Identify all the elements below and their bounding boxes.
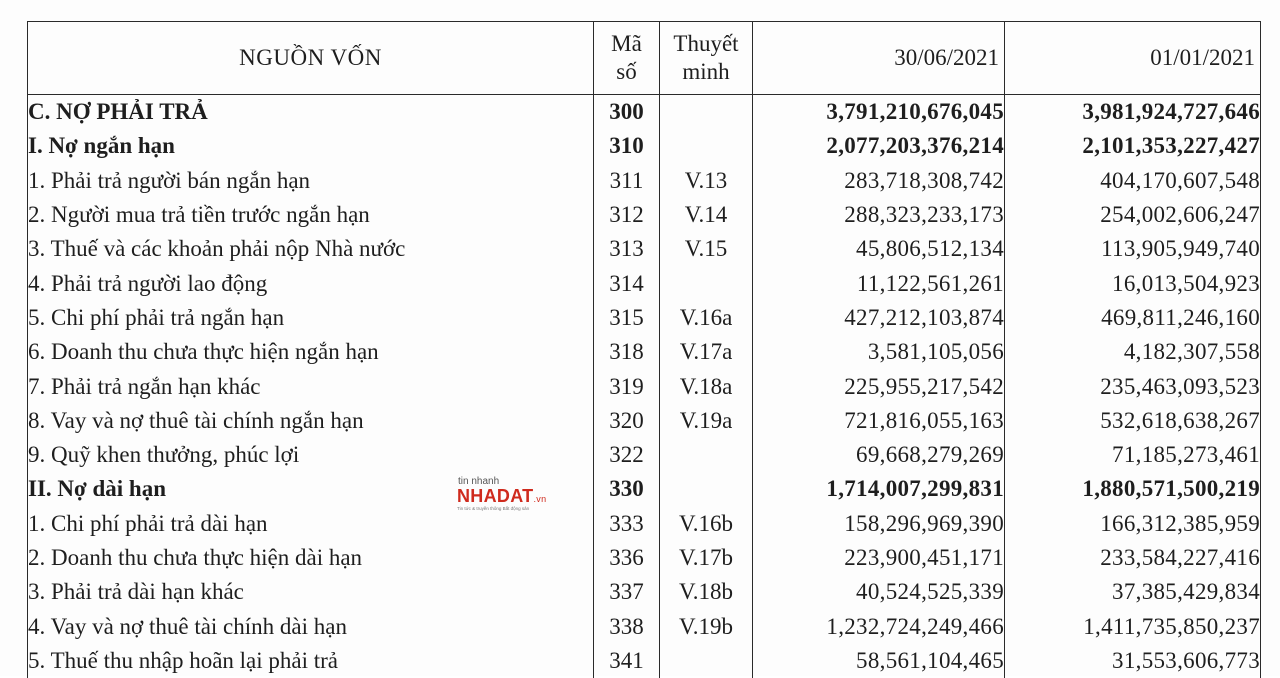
row-value-30-06-2021: 158,296,969,390 <box>753 507 1005 541</box>
row-value-01-01-2021: 3,981,924,727,646 <box>1005 95 1261 130</box>
header-note-line1: Thuyết <box>673 31 738 56</box>
row-code: 315 <box>594 301 660 335</box>
header-period-end: 30/06/2021 <box>753 22 1005 95</box>
row-value-30-06-2021: 69,668,279,269 <box>753 438 1005 472</box>
row-note: V.16a <box>660 301 753 335</box>
table-row <box>28 541 1261 575</box>
row-code: 318 <box>594 335 660 369</box>
row-code: 300 <box>594 95 660 130</box>
table-body <box>28 95 1261 678</box>
row-code: 336 <box>594 541 660 575</box>
table-row <box>28 369 1261 403</box>
row-note: V.17b <box>660 541 753 575</box>
row-value-01-01-2021: 2,101,353,227,427 <box>1005 129 1261 163</box>
row-note <box>660 266 753 300</box>
row-value-30-06-2021: 283,718,308,742 <box>753 164 1005 198</box>
row-code: 322 <box>594 438 660 472</box>
table-row <box>28 164 1261 198</box>
row-code: 314 <box>594 266 660 300</box>
row-value-30-06-2021: 58,561,104,465 <box>753 644 1005 678</box>
row-name: 7. Phải trả ngắn hạn khác <box>28 369 594 403</box>
row-value-01-01-2021: 113,905,949,740 <box>1005 232 1261 266</box>
row-note <box>660 438 753 472</box>
row-value-01-01-2021: 71,185,273,461 <box>1005 438 1261 472</box>
row-code: 319 <box>594 369 660 403</box>
watermark-tagline: Tin tức & truyền thông Bất động sản <box>457 506 529 512</box>
row-name: II. Nợ dài hạn <box>28 472 594 506</box>
row-name: C. NỢ PHẢI TRẢ <box>28 95 594 130</box>
row-name: 8. Vay và nợ thuê tài chính ngắn hạn <box>28 404 594 438</box>
row-value-30-06-2021: 223,900,451,171 <box>753 541 1005 575</box>
table-row <box>28 438 1261 472</box>
row-code: 338 <box>594 609 660 643</box>
table-row <box>28 301 1261 335</box>
table-row <box>28 266 1261 300</box>
header-code <box>594 22 660 95</box>
row-value-01-01-2021: 404,170,607,548 <box>1005 164 1261 198</box>
row-code: 333 <box>594 507 660 541</box>
table-row <box>28 472 1261 506</box>
row-value-30-06-2021: 3,581,105,056 <box>753 335 1005 369</box>
table-row <box>28 644 1261 678</box>
table-row <box>28 507 1261 541</box>
row-value-30-06-2021: 1,714,007,299,831 <box>753 472 1005 506</box>
watermark-brand-name: NHADAT <box>457 486 533 506</box>
row-name: 5. Chi phí phải trả ngắn hạn <box>28 301 594 335</box>
row-value-30-06-2021: 1,232,724,249,466 <box>753 609 1005 643</box>
row-note: V.19a <box>660 404 753 438</box>
row-note <box>660 129 753 163</box>
row-value-01-01-2021: 1,880,571,500,219 <box>1005 472 1261 506</box>
row-note: V.13 <box>660 164 753 198</box>
row-value-01-01-2021: 1,411,735,850,237 <box>1005 609 1261 643</box>
header-note <box>660 22 753 95</box>
row-value-01-01-2021: 254,002,606,247 <box>1005 198 1261 232</box>
row-value-01-01-2021: 235,463,093,523 <box>1005 369 1261 403</box>
row-name: 5. Thuế thu nhập hoãn lại phải trả <box>28 644 594 678</box>
row-name: 3. Phải trả dài hạn khác <box>28 575 594 609</box>
header-row <box>28 22 1261 95</box>
row-code: 312 <box>594 198 660 232</box>
row-name: 4. Vay và nợ thuê tài chính dài hạn <box>28 609 594 643</box>
row-value-30-06-2021: 721,816,055,163 <box>753 404 1005 438</box>
row-note <box>660 472 753 506</box>
header-code-line1: Mã <box>611 31 642 56</box>
row-value-01-01-2021: 16,013,504,923 <box>1005 266 1261 300</box>
table-row <box>28 232 1261 266</box>
header-period-start: 01/01/2021 <box>1005 22 1261 95</box>
row-code: 341 <box>594 644 660 678</box>
row-code: 310 <box>594 129 660 163</box>
row-code: 313 <box>594 232 660 266</box>
row-note <box>660 95 753 130</box>
table-row <box>28 95 1261 130</box>
header-note-line2: minh <box>682 59 729 84</box>
row-note: V.19b <box>660 609 753 643</box>
row-code: 330 <box>594 472 660 506</box>
table-row <box>28 575 1261 609</box>
row-value-01-01-2021: 233,584,227,416 <box>1005 541 1261 575</box>
row-value-30-06-2021: 40,524,525,339 <box>753 575 1005 609</box>
row-code: 337 <box>594 575 660 609</box>
table-row <box>28 609 1261 643</box>
row-code: 311 <box>594 164 660 198</box>
row-value-30-06-2021: 288,323,233,173 <box>753 198 1005 232</box>
row-name: 9. Quỹ khen thưởng, phúc lợi <box>28 438 594 472</box>
watermark-small-text: tin nhanh <box>458 476 499 487</box>
row-name: 1. Chi phí phải trả dài hạn <box>28 507 594 541</box>
row-value-30-06-2021: 11,122,561,261 <box>753 266 1005 300</box>
row-note: V.18b <box>660 575 753 609</box>
row-value-01-01-2021: 4,182,307,558 <box>1005 335 1261 369</box>
row-value-01-01-2021: 37,385,429,834 <box>1005 575 1261 609</box>
header-code-line2: số <box>616 59 636 84</box>
row-value-01-01-2021: 166,312,385,959 <box>1005 507 1261 541</box>
row-note: V.15 <box>660 232 753 266</box>
row-value-30-06-2021: 45,806,512,134 <box>753 232 1005 266</box>
row-name: 6. Doanh thu chưa thực hiện ngắn hạn <box>28 335 594 369</box>
row-name: I. Nợ ngắn hạn <box>28 129 594 163</box>
row-note: V.18a <box>660 369 753 403</box>
table-row <box>28 335 1261 369</box>
row-note: V.17a <box>660 335 753 369</box>
row-name: 2. Doanh thu chưa thực hiện dài hạn <box>28 541 594 575</box>
row-value-01-01-2021: 469,811,246,160 <box>1005 301 1261 335</box>
row-note: V.14 <box>660 198 753 232</box>
table-row <box>28 404 1261 438</box>
row-value-30-06-2021: 2,077,203,376,214 <box>753 129 1005 163</box>
row-code: 320 <box>594 404 660 438</box>
row-value-01-01-2021: 532,618,638,267 <box>1005 404 1261 438</box>
row-value-01-01-2021: 31,553,606,773 <box>1005 644 1261 678</box>
watermark-suffix: .vn <box>533 494 546 504</box>
row-value-30-06-2021: 427,212,103,874 <box>753 301 1005 335</box>
row-name: 3. Thuế và các khoản phải nộp Nhà nước <box>28 232 594 266</box>
table-row <box>28 129 1261 163</box>
table-row <box>28 198 1261 232</box>
row-value-30-06-2021: 225,955,217,542 <box>753 369 1005 403</box>
balance-sheet-table <box>27 21 1261 678</box>
row-value-30-06-2021: 3,791,210,676,045 <box>753 95 1005 130</box>
header-name: NGUỒN VỐN <box>28 22 594 95</box>
row-name: 4. Phải trả người lao động <box>28 266 594 300</box>
row-note: V.16b <box>660 507 753 541</box>
row-note <box>660 644 753 678</box>
row-name: 2. Người mua trả tiền trước ngắn hạn <box>28 198 594 232</box>
row-name: 1. Phải trả người bán ngắn hạn <box>28 164 594 198</box>
